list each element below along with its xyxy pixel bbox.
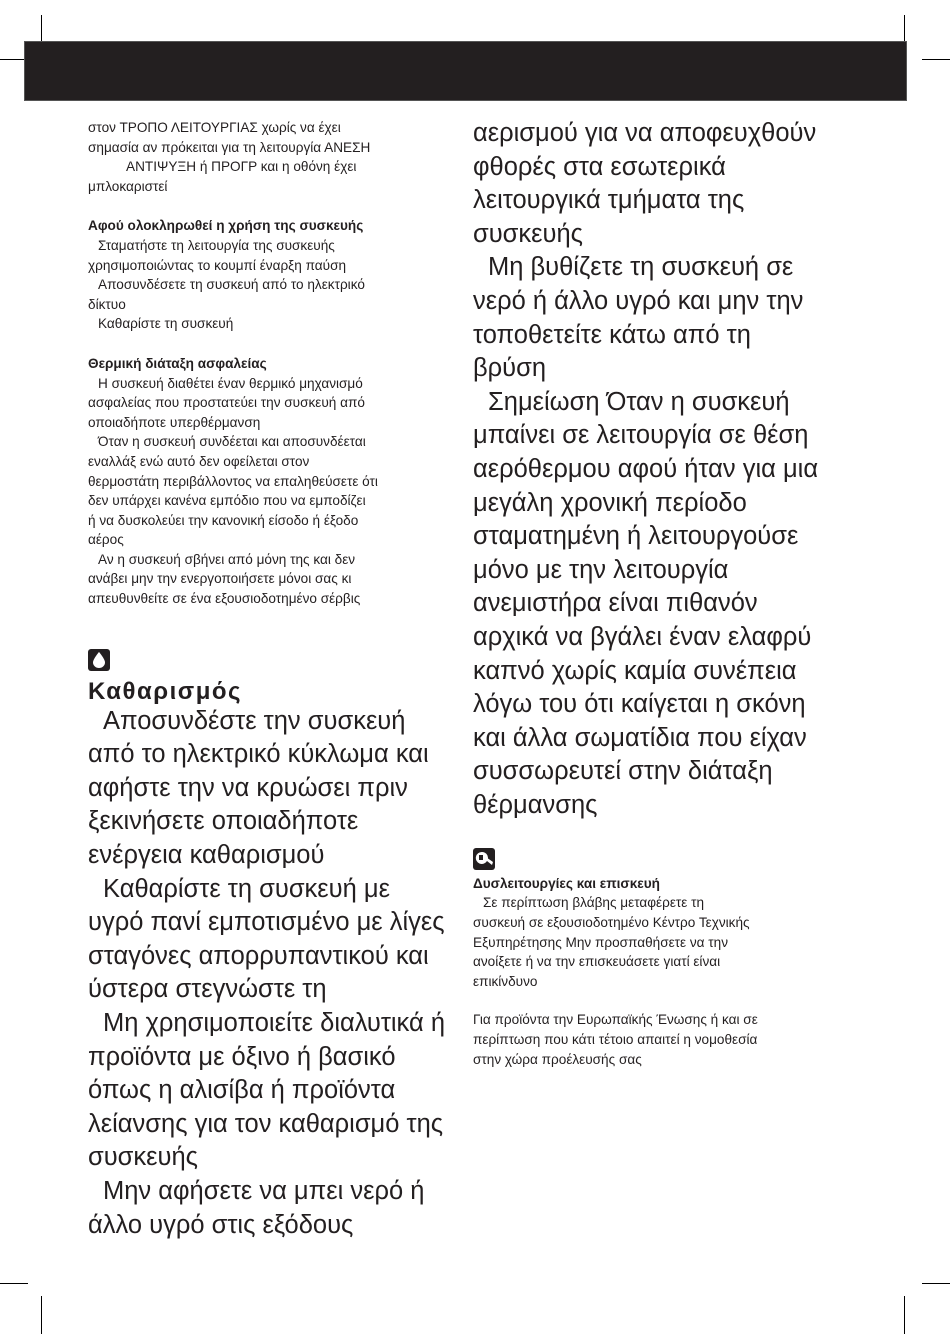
text-line: Μην αφήσετε να μπει νερό ή (103, 1176, 425, 1205)
text-line: μπλοκαριστεί (88, 178, 168, 194)
header-bar (24, 41, 907, 101)
text-line: θερμοστάτη περιβάλλοντος να επαληθεύσετε ότι (88, 473, 378, 489)
text-line: και άλλα σωματίδια που είχαν (473, 723, 807, 752)
text-line: Όταν η συσκευή συνδέεται και αποσυνδέεται (98, 434, 366, 450)
text-line: Για προϊόντα την Ευρωπαϊκής Ένωσης ή και σε (473, 1012, 758, 1028)
text-line: Καθαρίστε τη συσκευή με (103, 874, 390, 903)
text-line: ανοίξετε ή να την επισκευάσετε γιατί είναι (473, 954, 721, 970)
crop-mark (922, 59, 950, 60)
text-line: ή να δυσκολεύει την κανονική είσοδο ή έξοδο (88, 512, 359, 528)
text-line: στον ΤΡΟΠΟ ΛΕΙΤΟΥΡΓΙΑΣ χωρίς να έχει (88, 120, 341, 135)
text-line: αφήστε την να κρυώσει πριν (88, 773, 408, 802)
text-line: ξεκινήσετε οποιαδήποτε (88, 807, 359, 836)
text-line: ενέργεια καθαρισμού (88, 841, 325, 870)
text-line: σταγόνες απορρυπαντικού και (88, 941, 429, 970)
text-line: συσσωρευτεί στην διάταξη (473, 757, 773, 786)
text-line: ΑΝΤΙΨΥΞΗ ή ΠΡΟΓΡ και η οθόνη έχει (126, 159, 357, 175)
text-line: μπαίνει σε λειτουργία σε θέση (473, 421, 809, 450)
section-heading: Θερμική διάταξη ασφαλείας (88, 355, 267, 371)
section-title: Καθαρισμός (88, 677, 243, 705)
text-line: ασφαλείας που προστατεύει την συσκευή από (88, 395, 365, 411)
text-line: στην χώρα προέλευσής σας (473, 1051, 642, 1067)
text-line: Μη χρησιμοποιείτε διαλυτικά ή (103, 1009, 446, 1037)
text-line: χρησιμοποιώντας το κουμπί έναρξη παύση (88, 257, 347, 273)
text-line: ανάβει μην την ενεργοποιήσετε μόνοι σας κι (88, 571, 352, 587)
text-line: λείανσης για τον καθαρισμό της (88, 1109, 444, 1138)
cleaning-continued (473, 117, 843, 822)
text-line: δίκτυο (88, 296, 126, 312)
crop-mark (922, 1283, 950, 1284)
section-heading: Δυσλειτουργίες και επισκευή (473, 876, 660, 892)
left-column (88, 118, 458, 1242)
text-line: μόνο με την λειτουργία (473, 555, 729, 584)
text-line: Καθαρίστε τη συσκευή (98, 316, 234, 332)
text-line: αερόθερμου αφού ήταν για μια (473, 454, 819, 483)
after-use-section (88, 216, 458, 334)
text-line: συσκευής (473, 219, 583, 248)
text-line: Αποσυνδέστε την συσκευή (103, 706, 406, 735)
text-line: επικίνδυνο (473, 973, 538, 989)
crop-mark (41, 1296, 42, 1334)
text-line: οποιαδήποτε υπερθέρμανση (88, 414, 261, 430)
text-line: λειτουργικά τμήματα της (473, 186, 745, 215)
text-line: Σταματήστε τη λειτουργία της συσκευής (98, 237, 335, 253)
text-line: αρχικά να βγάλει έναν ελαφρύ (473, 622, 812, 651)
text-line: Εξυπηρέτησης Μην προσπαθήσετε να την (473, 934, 729, 950)
text-line: Αν η συσκευή σβήνει από μόνη της και δεν (98, 551, 356, 567)
text-line: Σημείωση Όταν η συσκευή (488, 387, 790, 416)
text-line: καπνό χωρίς καμία συνέπεια (473, 656, 797, 685)
text-line: δεν υπάρχει κανένα εμπόδιο που να εμποδίζει (88, 493, 366, 509)
text-line: ανεμιστήρα είναι πιθανόν (473, 589, 758, 618)
repair-section (473, 848, 843, 1069)
text-line: αερισμού για να αποφευχθούν (473, 119, 817, 147)
text-line: από το ηλεκτρικό κύκλωμα και (88, 740, 429, 769)
text-line: προϊόντα με όξινο ή βασικό (88, 1042, 396, 1071)
text-line: τοποθετείτε κάτω από τη (473, 320, 751, 349)
text-line: όπως η αλισίβα ή προϊόντα (88, 1076, 396, 1105)
crop-mark (904, 1296, 905, 1334)
text-line: άλλο υγρό στις εξόδους (88, 1210, 354, 1239)
eu-note (473, 1010, 843, 1069)
text-line: εναλλάξ ενώ αυτό δεν οφείλεται στον (88, 453, 310, 469)
crop-mark (0, 1283, 28, 1284)
text-line: απευθυνθείτε σε ένα εξουσιοδοτημένο σέρβις (88, 591, 361, 607)
text-line: φθορές στα εσωτερικά (473, 152, 726, 181)
text-line: λόγω του ότι καίγεται η σκόνη (473, 690, 806, 719)
text-line: αέρος (88, 532, 124, 548)
text-line: θέρμανσης (473, 790, 598, 819)
text-line: σταματημένη ή λειτουργούσε (473, 522, 799, 551)
cleaning-section (88, 649, 458, 1243)
right-column (473, 117, 843, 1069)
text-line: Η συσκευή διαθέτει έναν θερμικό μηχανισμό (98, 375, 363, 391)
text-line: συσκευή σε εξουσιοδοτημένο Κέντρο Τεχνικής (473, 915, 750, 931)
text-line: βρύση (473, 354, 547, 383)
text-line: συσκευής (88, 1143, 198, 1172)
text-line: Αποσυνδέσετε τη συσκευή από το ηλεκτρικό (98, 277, 365, 293)
section-heading: Αφού ολοκληρωθεί η χρήση της συσκευής (88, 218, 364, 234)
wrench-icon (473, 848, 495, 870)
text-line: ύστερα στεγνώστε τη (88, 975, 327, 1004)
intro-paragraph (88, 118, 458, 196)
text-line: μεγάλη χρονική περίοδο (473, 488, 747, 517)
text-line: σημασία αν πρόκειται για τη λειτουργία ΑΝΕΣΗ (88, 139, 371, 155)
text-line: Μη βυθίζετε τη συσκευή σε (488, 253, 794, 282)
text-line: νερό ή άλλο υγρό και μην την (473, 286, 804, 315)
water-drop-icon (88, 649, 110, 671)
thermal-safety-section (88, 354, 458, 609)
text-line: υγρό πανί εμποτισμένο με λίγες (88, 908, 445, 937)
text-line: περίπτωση που κάτι τέτοιο απαιτεί η νομοθεσία (473, 1032, 758, 1048)
text-line: Σε περίπτωση βλάβης μεταφέρετε τη (483, 895, 705, 911)
